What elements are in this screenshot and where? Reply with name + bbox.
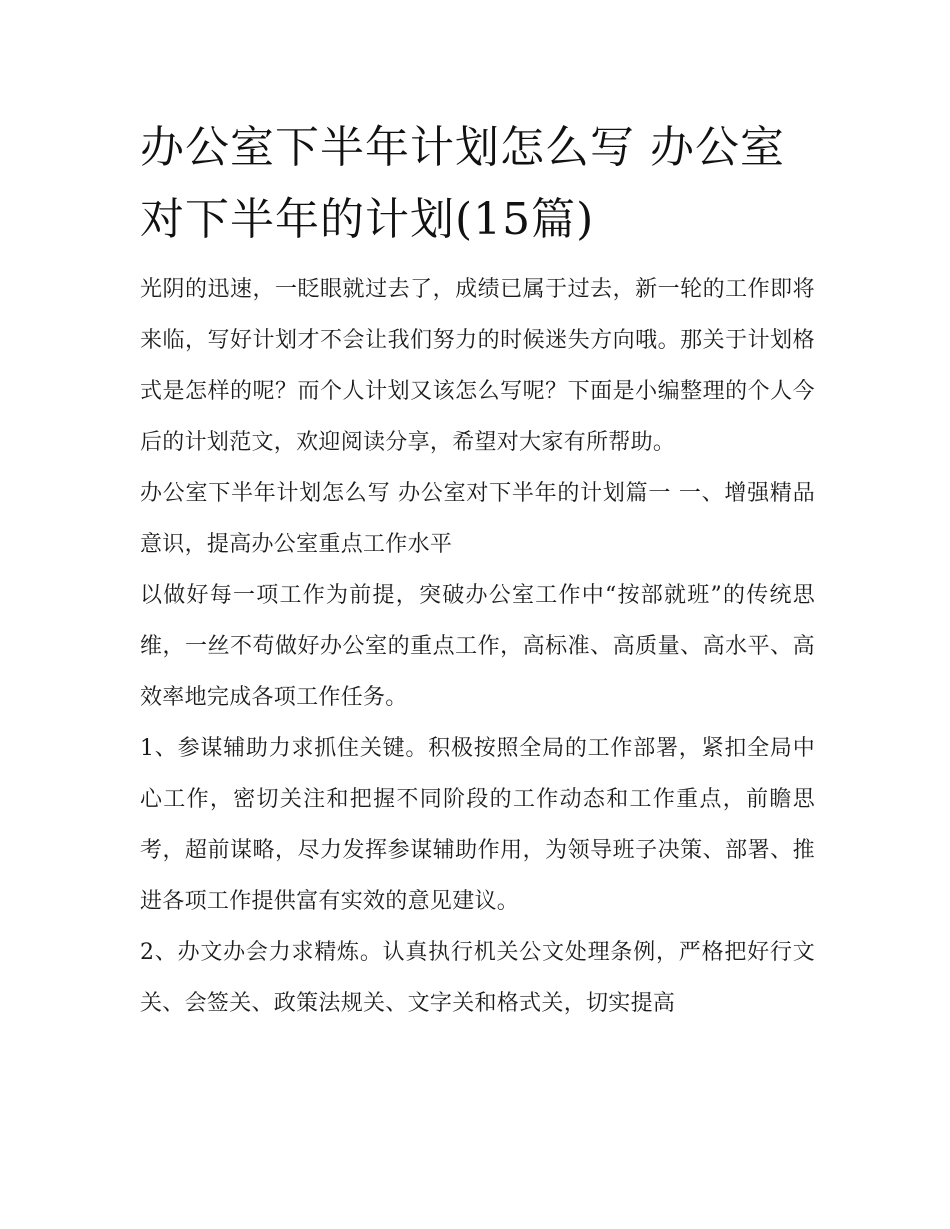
paragraph-section-heading: 办公室下半年计划怎么写 办公室对下半年的计划篇一 一、增强精品意识，提高办公室重点工作水平: [140, 481, 815, 557]
paragraph-item-2: 2、办文办会力求精炼。认真执行机关公文处理条例，严格把好行文关、会签关、政策法规关、文字关和格式关，切实提高: [140, 940, 815, 1016]
paragraph-item-1: 1、参谋辅助力求抓住关键。积极按照全局的工作部署，紧扣全局中心工作，密切关注和把握不同阶段的工作动态和工作重点，前瞻思考，超前谋略，尽力发挥参谋辅助作用，为领导班子决策、部署、推进各项工作提供富有实效的意见建议。: [140, 736, 815, 914]
paragraph-section-body: 以做好每一项工作为前提，突破办公室工作中“按部就班”的传统思维，一丝不苟做好办公室的重点工作，高标准、高质量、高水平、高效率地完成各项工作任务。: [140, 583, 815, 710]
document-title: 办公室下半年计划怎么写 办公室对下半年的计划(15篇): [140, 122, 785, 245]
paragraph-intro: 光阴的迅速，一眨眼就过去了，成绩已属于过去，新一轮的工作即将来临，写好计划才不会让我们努力的时候迷失方向哦。那关于计划格式是怎样的呢？而个人计划又该怎么写呢？下面是小编整理的个人今后的计划范文，欢迎阅读分享，希望对大家有所帮助。: [140, 277, 815, 455]
document-body: [140, 112, 815, 1029]
